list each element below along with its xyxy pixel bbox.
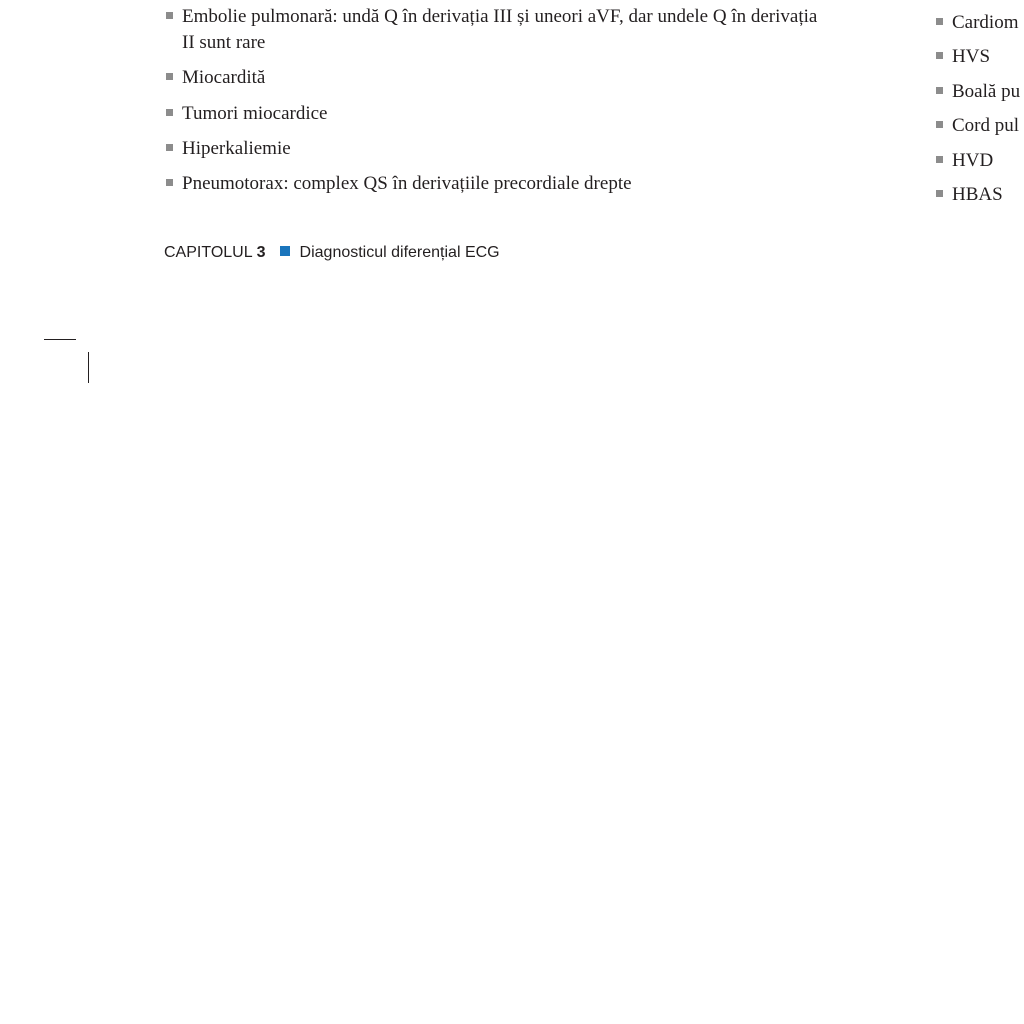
square-bullet-icon <box>936 156 943 163</box>
crop-mark-horizontal <box>44 339 76 340</box>
square-bullet-icon <box>166 12 173 19</box>
square-bullet-icon <box>936 190 943 197</box>
list-item-text: Cord pul <box>952 115 1020 137</box>
square-bullet-icon <box>166 144 173 151</box>
list-item-text: Boală pu <box>952 80 1021 102</box>
list-item <box>164 65 824 91</box>
running-footer <box>164 242 500 264</box>
chapter-label: CAPITOLUL <box>164 244 253 261</box>
bullet-list-left <box>164 4 824 206</box>
bullet-list-right <box>934 10 1024 216</box>
square-bullet-icon <box>936 18 943 25</box>
square-bullet-icon <box>936 121 943 128</box>
list-item <box>934 182 1024 208</box>
list-item <box>934 79 1024 105</box>
list-item-text: Tumori miocardice <box>182 102 328 124</box>
blue-square-icon <box>280 246 290 256</box>
square-bullet-icon <box>166 179 173 186</box>
list-item-text: Hiperkaliemie <box>182 137 291 159</box>
list-item-text: HBAS <box>952 183 1003 205</box>
list-item <box>934 44 1024 70</box>
list-item-text: HVS <box>952 46 991 68</box>
list-item-text: Cardiom <box>952 12 1019 33</box>
square-bullet-icon <box>936 87 943 94</box>
list-item <box>164 101 824 127</box>
list-item <box>164 136 824 162</box>
list-item <box>934 113 1024 139</box>
list-item <box>934 10 1024 36</box>
list-item-text: Embolie pulmonară: undă Q în derivația III și uneori aVF, dar undele Q în derivația II sunt rare <box>182 6 818 53</box>
square-bullet-icon <box>936 52 943 59</box>
crop-mark-vertical <box>88 352 89 383</box>
chapter-number: 3 <box>256 244 266 261</box>
list-item-text: HVD <box>952 149 994 171</box>
chapter-title: Diagnosticul diferențial ECG <box>299 244 500 261</box>
square-bullet-icon <box>166 109 173 116</box>
list-item-text: Pneumotorax: complex QS în derivațiile precordiale drepte <box>182 173 632 195</box>
list-item <box>164 171 824 197</box>
list-item-text: Miocardită <box>182 67 266 89</box>
list-item <box>934 148 1024 174</box>
square-bullet-icon <box>166 73 173 80</box>
list-item <box>164 4 824 56</box>
